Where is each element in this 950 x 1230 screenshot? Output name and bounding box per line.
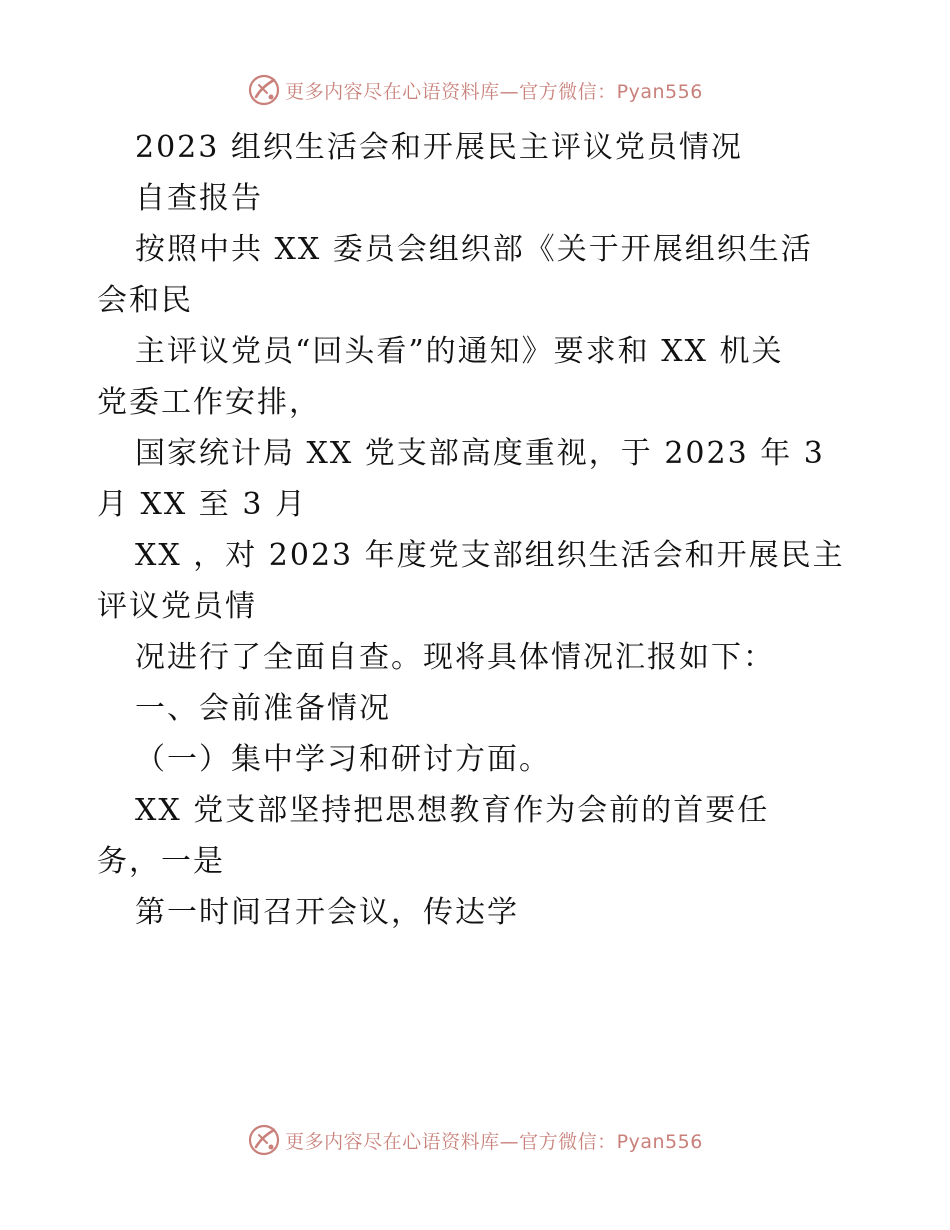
paragraph-line: 况进行了全面自查。现将具体情况汇报如下： [135, 640, 775, 675]
paragraph-line: XX 党支部坚持把思想教育作为会前的首要任 [135, 793, 770, 828]
paragraph-line: 会和民 [97, 283, 193, 318]
watermark-text: 更多内容尽在心语资料库—官方微信：Pyan556 [285, 1130, 703, 1153]
paragraph-line: 务，一是 [97, 844, 225, 879]
paragraph-line: 月 XX 至 3 月 [97, 487, 307, 522]
section-heading: 一、会前准备情况 [135, 691, 391, 726]
paragraph-line: 党委工作安排， [97, 385, 321, 420]
watermark-text: 更多内容尽在心语资料库—官方微信：Pyan556 [285, 80, 703, 103]
document-body [97, 122, 857, 938]
paragraph-line: 按照中共 XX 委员会组织部《关于开展组织生活 [135, 232, 813, 267]
document-title: 2023 组织生活会和开展民主评议党员情况 [135, 130, 743, 165]
brand-logo-icon [247, 1123, 281, 1157]
paragraph-line: 第一时间召开会议，传达学 [135, 895, 519, 930]
paragraph-line: 国家统计局 XX 党支部高度重视，于 2023 年 3 [135, 436, 825, 471]
subsection-heading: （一）集中学习和研讨方面。 [135, 742, 551, 777]
document-subtitle: 自查报告 [135, 181, 263, 216]
paragraph-line: XX ，对 2023 年度党支部组织生活会和开展民主 [135, 538, 845, 573]
paragraph-line: 评议党员情 [97, 589, 257, 624]
paragraph-line: 主评议党员“回头看”的通知》要求和 XX 机关 [135, 334, 784, 369]
brand-logo-icon [247, 73, 281, 107]
watermark-header [0, 70, 950, 110]
watermark-footer [0, 1120, 950, 1160]
